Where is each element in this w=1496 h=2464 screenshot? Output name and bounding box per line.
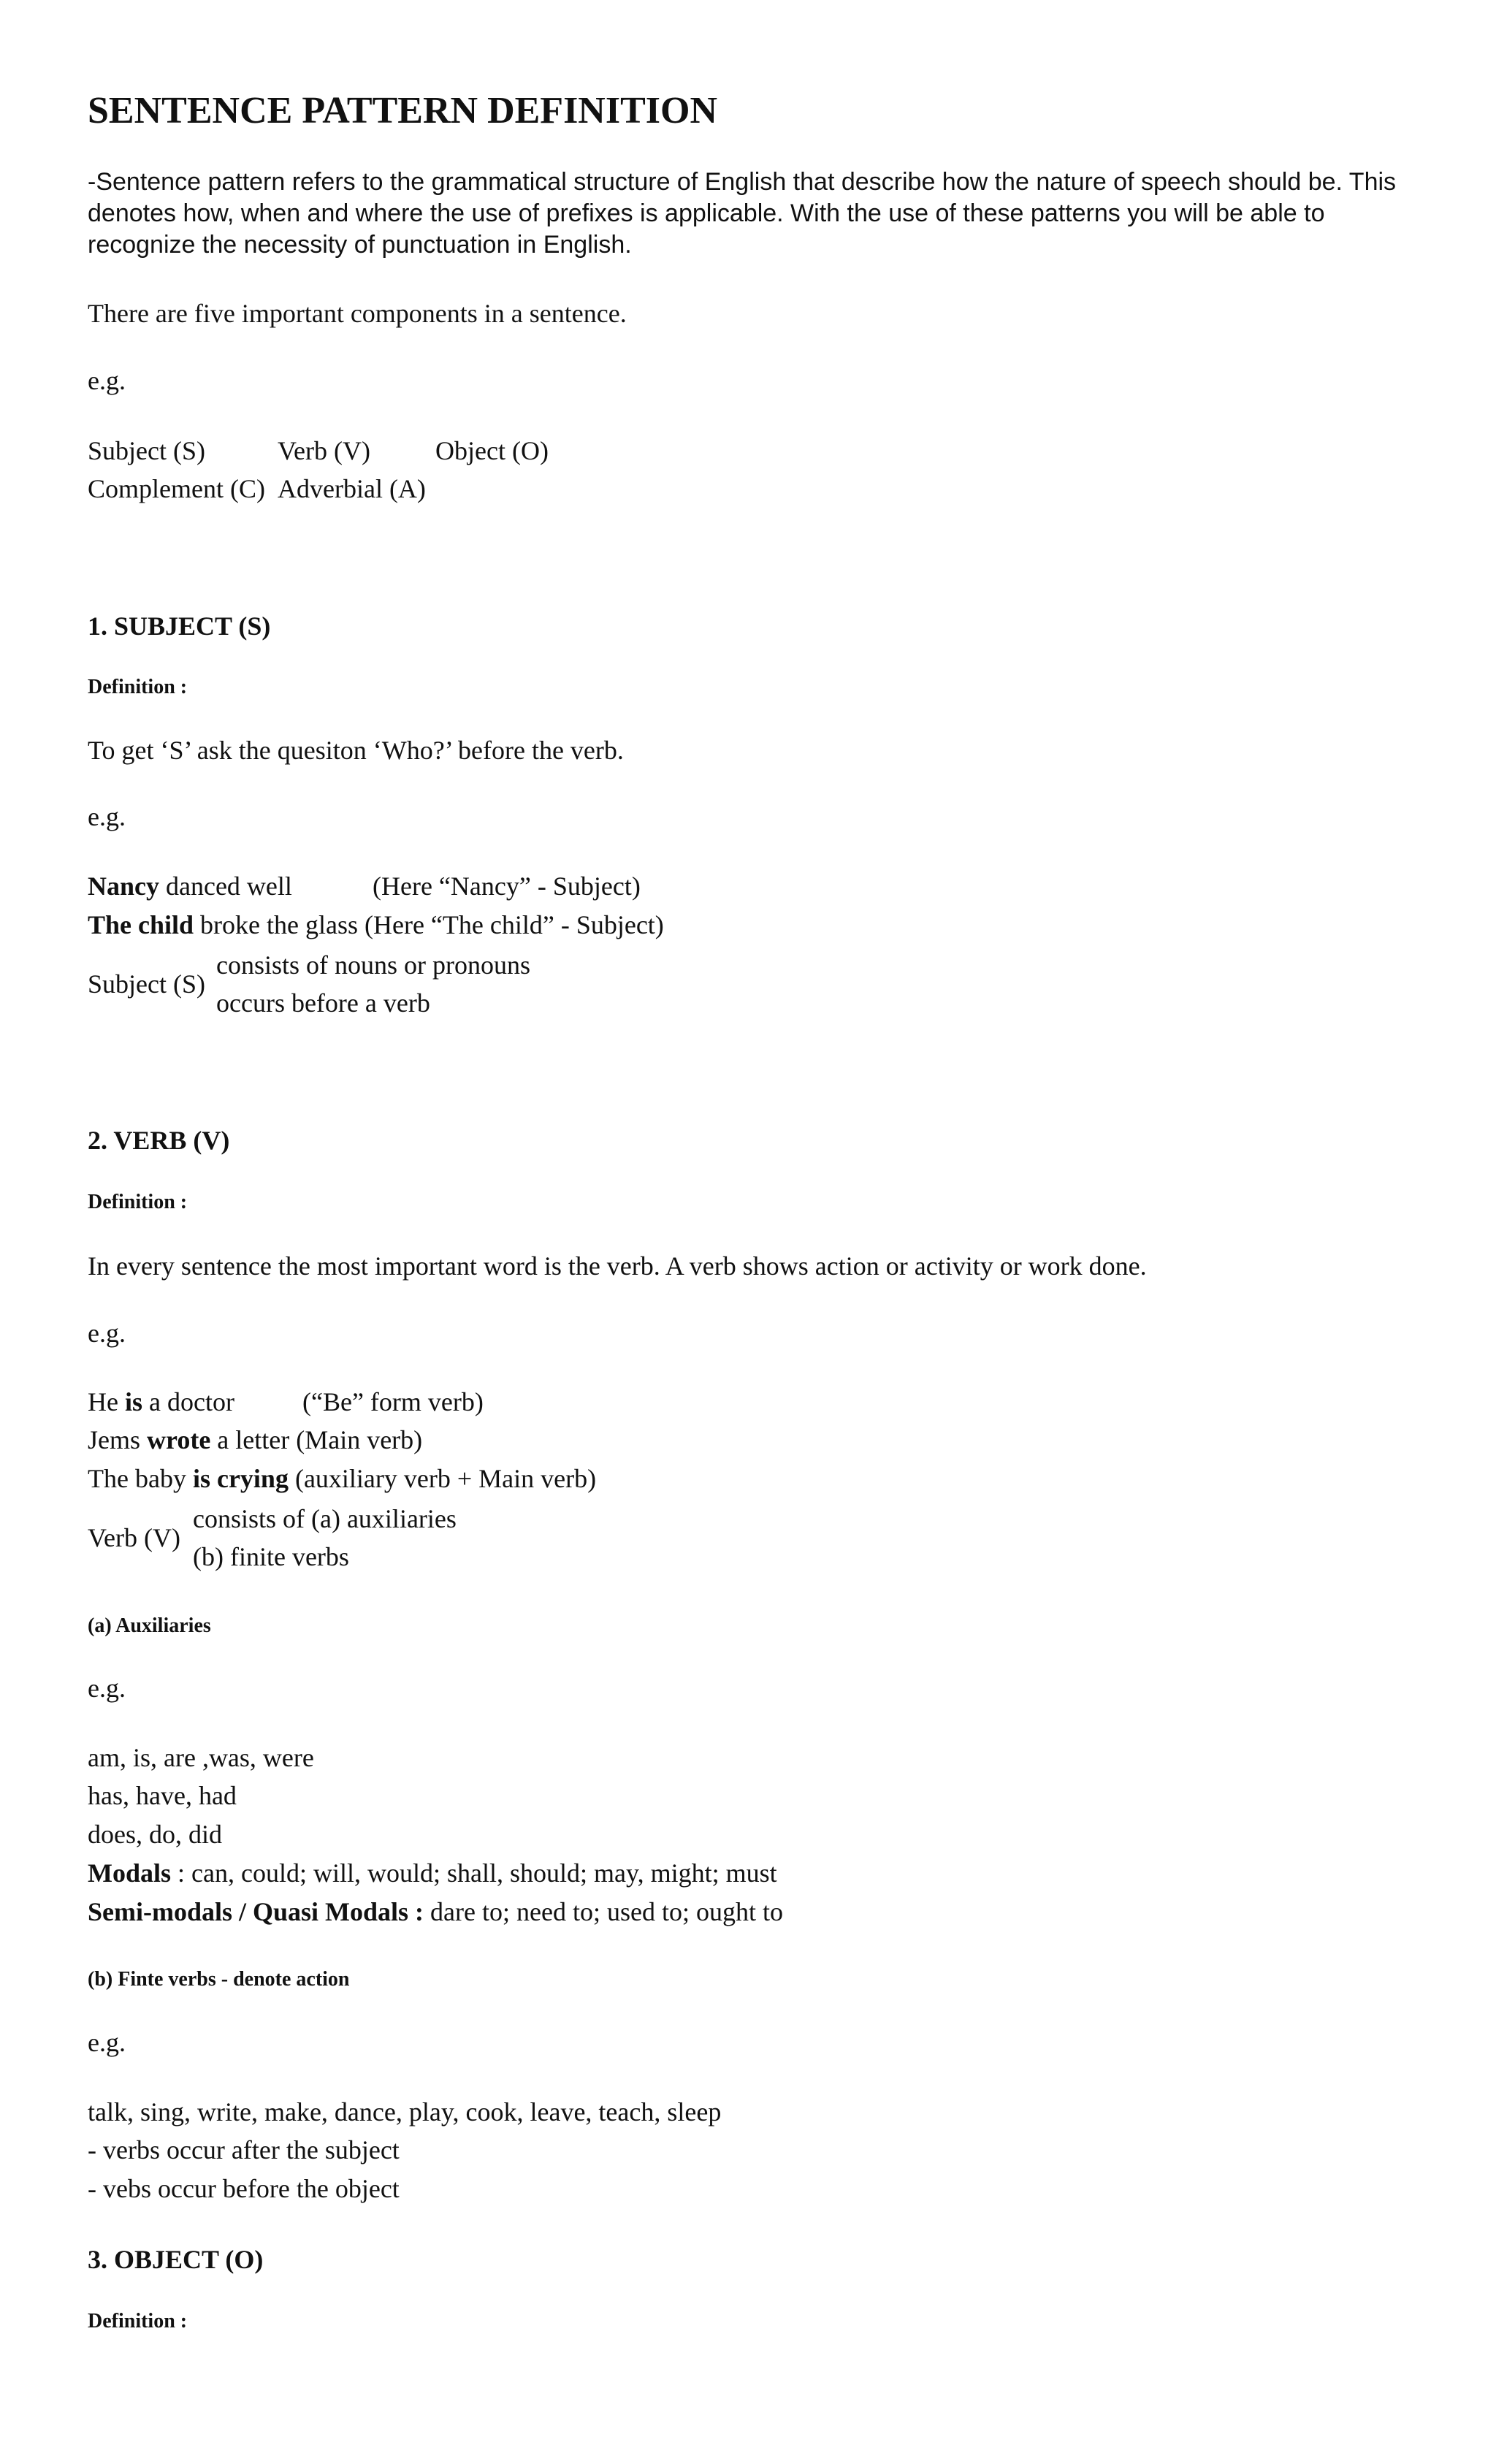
verb-example-1-note: (“Be” form verb): [302, 1387, 484, 1416]
auxiliaries-line-1: am, is, are ,was, were: [88, 1743, 314, 1772]
object-definition-label: Definition :: [88, 2310, 188, 2333]
example-rest: danced well: [159, 871, 292, 901]
semi-modals-list: dare to; need to; used to; ought to: [424, 1897, 783, 1926]
verb-example-3: [88, 1463, 596, 1494]
example-rest: broke the glass (Here “The child” - Subject): [194, 910, 664, 939]
example-text: He: [88, 1387, 125, 1416]
verb-definition-text: In every sentence the most important word is the verb. A verb shows action or activity or work done.: [88, 1251, 1147, 1281]
subject-example-2: [88, 909, 664, 940]
finite-verbs-line-3: - vebs occur before the object: [88, 2174, 400, 2203]
modals-line: [88, 1858, 777, 1888]
components-intro: There are five important components in a sentence.: [88, 299, 627, 328]
verb-definition-label: Definition :: [88, 1191, 188, 1213]
example-text: The baby: [88, 1464, 193, 1493]
example-text: a letter (Main verb): [210, 1425, 423, 1454]
example-text: (auxiliary verb + Main verb): [288, 1464, 597, 1493]
auxiliaries-line-3: does, do, did: [88, 1820, 222, 1849]
subject-definition-text: To get ‘S’ ask the quesiton ‘Who?’ before the verb.: [88, 736, 624, 765]
example-text: Jems: [88, 1425, 147, 1454]
example-verb-word: wrote: [147, 1425, 211, 1454]
verb-heading: 2. VERB (V): [88, 1126, 230, 1155]
subject-example-1: [88, 871, 292, 901]
component-object: Object (O): [435, 436, 549, 465]
component-subject: Subject (S): [88, 436, 205, 465]
component-adverbial: Adverbial (A): [278, 474, 426, 503]
subject-heading: 1. SUBJECT (S): [88, 611, 271, 641]
example-subject-word: The child: [88, 910, 194, 939]
object-heading: 3. OBJECT (O): [88, 2245, 264, 2274]
verb-rule-label: Verb (V): [88, 1523, 180, 1552]
subject-definition-label: Definition :: [88, 676, 188, 698]
example-text: a doctor: [142, 1387, 234, 1416]
subject-rule-label: Subject (S): [88, 969, 205, 999]
finite-verbs-heading: (b) Finte verbs - denote action: [88, 1968, 350, 1991]
verb-eg-label: e.g.: [88, 1319, 126, 1348]
component-complement: Complement (C): [88, 474, 265, 503]
subject-example-1-note: (Here “Nancy” - Subject): [373, 871, 641, 901]
example-verb-word: is: [124, 1387, 142, 1416]
modals-list: : can, could; will, would; shall, should; may, might; must: [171, 1858, 777, 1888]
subject-rule-line-1: consists of nouns or pronouns: [216, 950, 530, 980]
auxiliaries-heading: (a) Auxiliaries: [88, 1614, 211, 1637]
example-verb-word: is crying: [192, 1464, 289, 1493]
page-title: SENTENCE PATTERN DEFINITION: [88, 90, 718, 131]
component-verb: Verb (V): [278, 436, 370, 465]
finite-verbs-line-2: - verbs occur after the subject: [88, 2135, 400, 2164]
eg-label: e.g.: [88, 366, 126, 395]
verb-rule-line-2: (b) finite verbs: [193, 1542, 349, 1571]
example-subject-word: Nancy: [88, 871, 159, 901]
semi-modals-label: Semi-modals / Quasi Modals :: [88, 1897, 424, 1926]
auxiliaries-line-2: has, have, had: [88, 1781, 237, 1810]
subject-rule-line-2: occurs before a verb: [216, 988, 430, 1018]
subject-eg-label: e.g.: [88, 802, 126, 831]
modals-label: Modals: [88, 1858, 172, 1888]
verb-example-1: [88, 1387, 234, 1417]
finite-verbs-line-1: talk, sing, write, make, dance, play, cook, leave, teach, sleep: [88, 2097, 722, 2127]
verb-example-2: [88, 1424, 422, 1455]
verb-rule-line-1: consists of (a) auxiliaries: [193, 1504, 457, 1533]
auxiliaries-eg-label: e.g.: [88, 1674, 126, 1703]
intro-paragraph: -Sentence pattern refers to the grammatical structure of English that describe how the nature of speech should be. This denotes how, when and where the use of prefixes is applicable. With the use of these patterns you will be able to recognize the necessity of punctuation in English.: [88, 168, 1397, 259]
finite-verbs-eg-label: e.g.: [88, 2028, 126, 2057]
semi-modals-line: [88, 1896, 783, 1927]
